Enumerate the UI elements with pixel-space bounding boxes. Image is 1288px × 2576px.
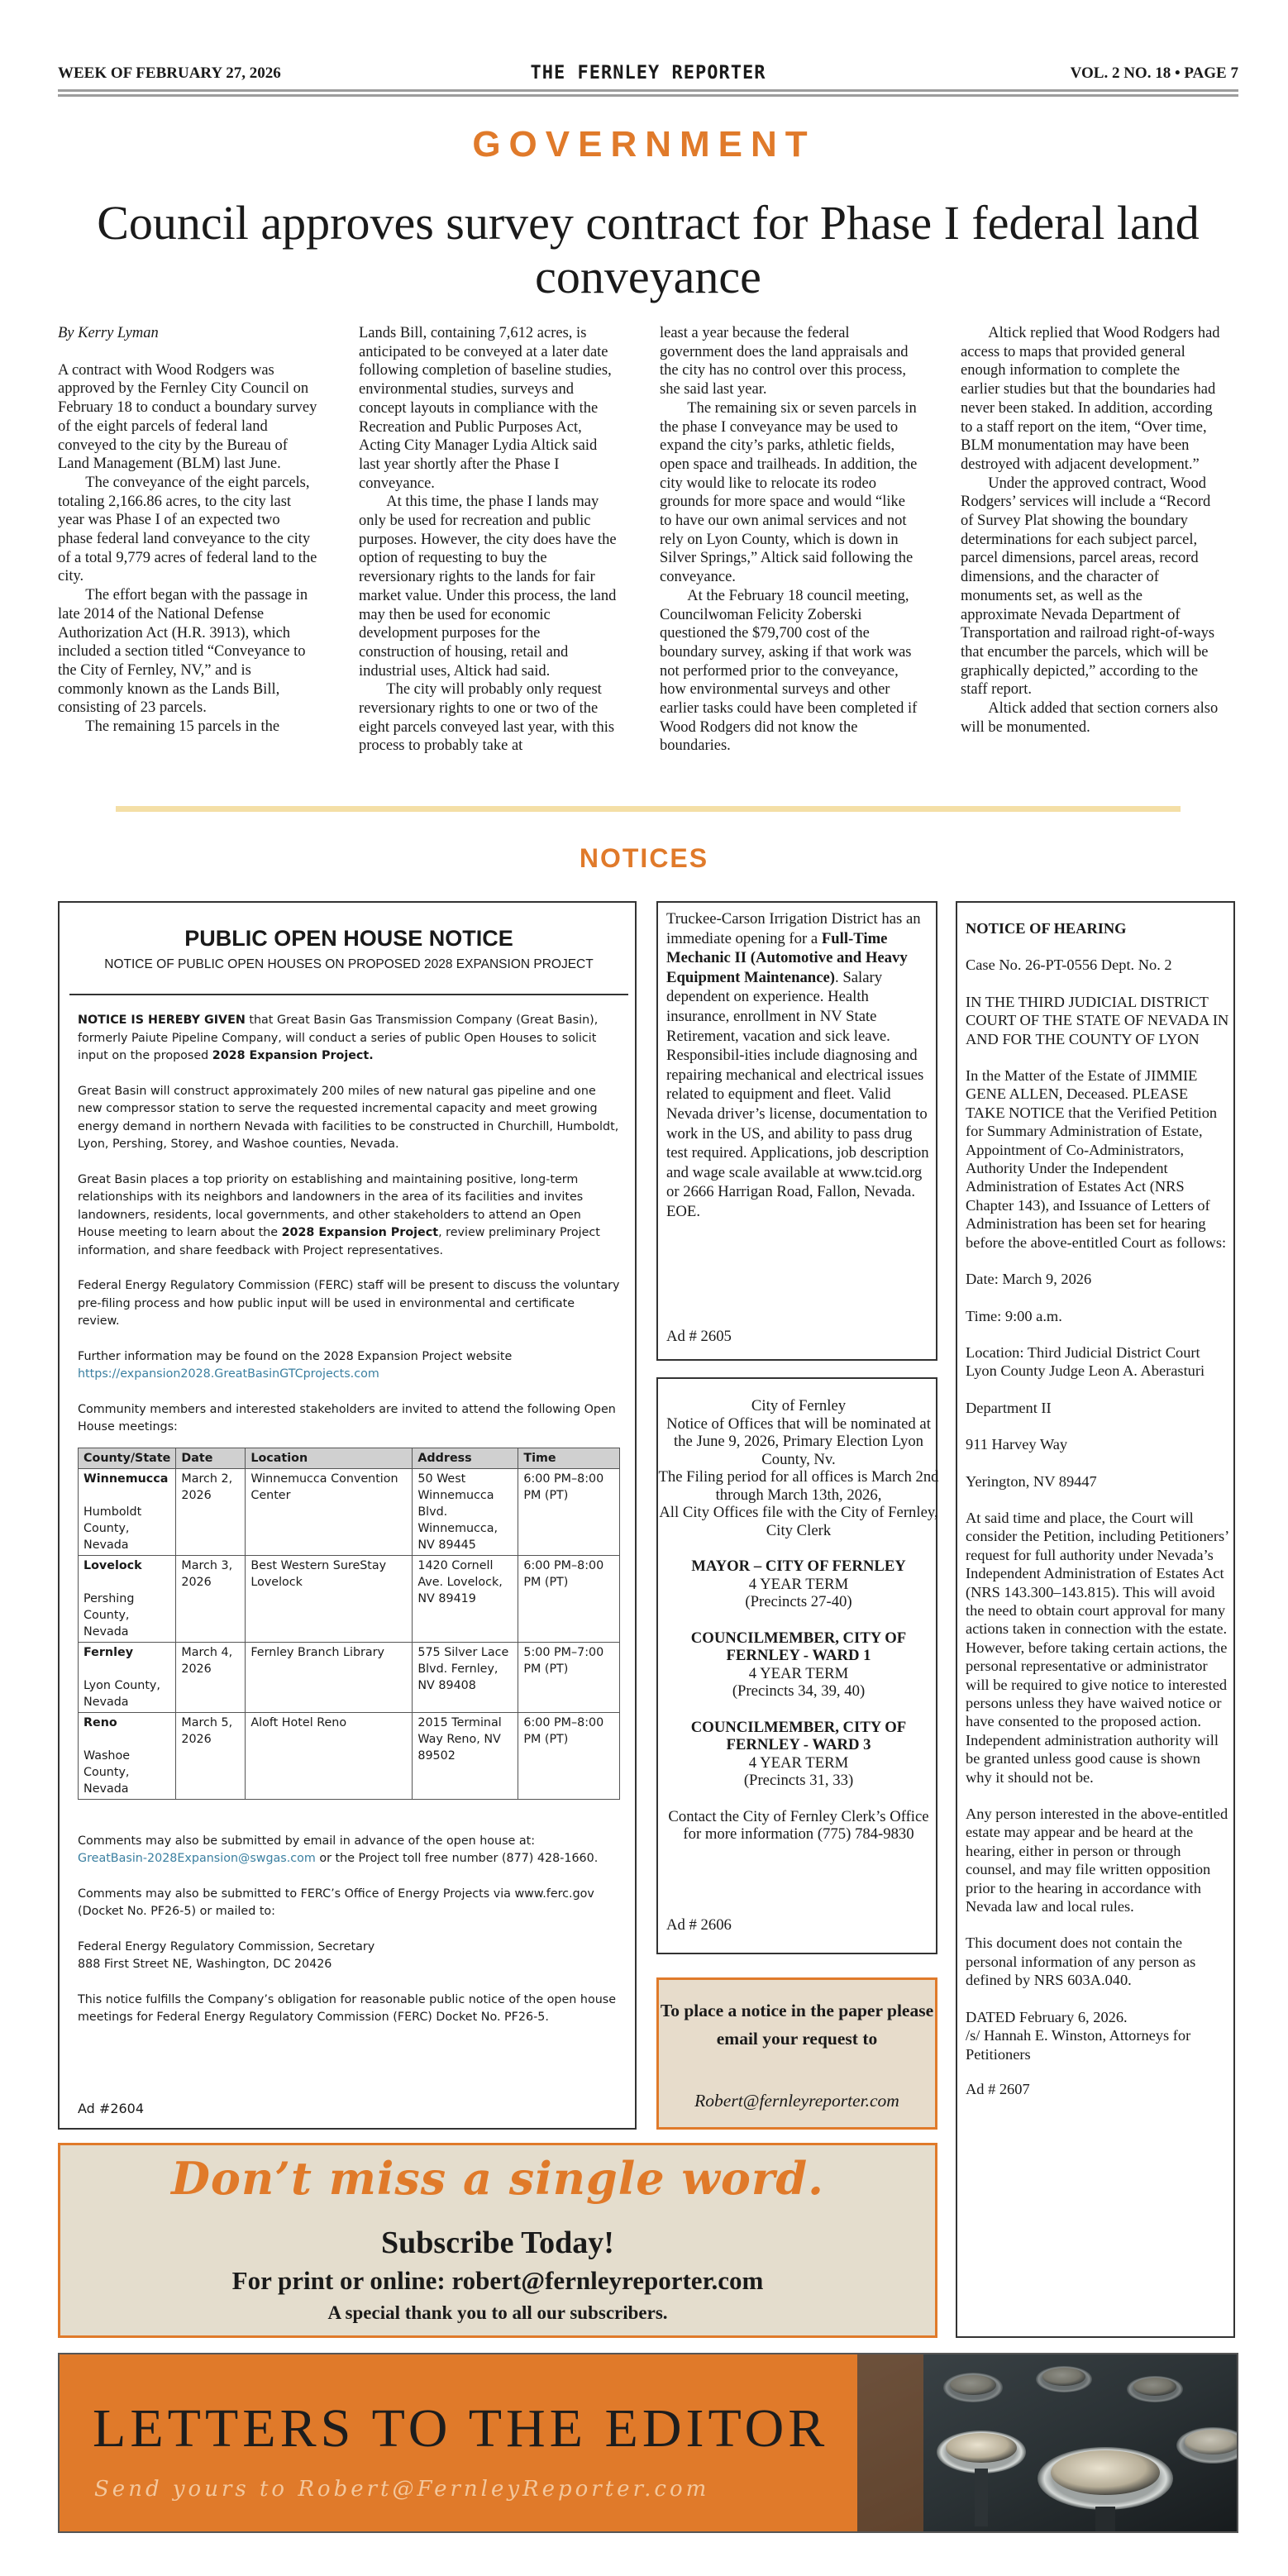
table-cell: March 2, 2026 (176, 1468, 246, 1555)
article-byline: By Kerry Lyman (58, 325, 159, 341)
table-cell: 1420 Cornell Ave. Lovelock, NV 89419 (413, 1555, 518, 1642)
meeting-city: Fernley (83, 1645, 134, 1659)
ad-number: Ad # 2606 (666, 1916, 732, 1934)
office-block (658, 1558, 939, 1611)
notice-subtitle: NOTICE OF PUBLIC OPEN HOUSES ON PROPOSED 2028 EXPANSION PROJECT (104, 957, 594, 971)
article-paragraph: The remaining 15 parcels in the (85, 718, 280, 736)
article-headline: Council approves survey contract for Phase I federal land conveyance (97, 196, 1200, 303)
meeting-city: Lovelock (83, 1558, 142, 1572)
volume-page: VOL. 2 NO. 18 • PAGE 7 (1070, 64, 1238, 82)
office-block (658, 1629, 939, 1701)
table-cell (79, 1642, 176, 1712)
court-name: IN THE THIRD JUDICIAL DISTRICT COURT OF THE STATE OF NEVADA IN AND FOR THE COUNTY OF LYON (966, 993, 1229, 1047)
table-cell: 50 West Winnemucca Blvd. Winnemucca, NV 89445 (413, 1468, 518, 1555)
hearing-title (966, 919, 1230, 937)
hearing-department: Department II (966, 1399, 1052, 1416)
notice-paragraph: Comments may also be submitted to FERC’s Office of Energy Projects via www.ferc.gov (Docket No. PF26-5) or mailed to: (78, 1887, 594, 1918)
article-paragraph: Altick replied that Wood Rodgers had access to maps that provided general enough information to complete the earlier studies but that the boundaries had never been staked. In addition, according to a staff report on the item, “Over time, BLM monumentation may have been destroyed with adjacent development.” (961, 325, 1220, 473)
masthead-rule (58, 89, 1238, 97)
article-column-3 (660, 324, 920, 756)
issue-week: WEEK OF FEBRUARY 27, 2026 (58, 64, 281, 82)
article-paragraph: At this time, the phase I lands may only be used for recreation and public purposes. However, the city does have the option of requesting to buy the reversionary rights to the lands for fair market value. Under this process, the land may then be used for economic development purposes for the construction of housing, retail and industrial uses, Altick had said. (359, 494, 617, 680)
table-header: Date (176, 1448, 246, 1468)
meeting-county: Humboldt County, Nevada (83, 1505, 142, 1552)
section-government-heading: GOVERNMENT (472, 124, 816, 165)
notice-text: . Salary dependent on experience. Health insurance, enrollment in NV State Retirement, vacation and sick leave. Responsibil-ities include diagnosing and repairing mechanical and electrical issues related to equipment and fleet. Valid Nevada driver’s license, documentation to work in the US, and ability to pass drug test required. Applications, job description and wage scale available at www.tcid.org or 2666 Harrigan Road, Fallon, Nevada. EOE. (666, 968, 929, 1220)
office-term: 4 YEAR TERM (748, 1753, 849, 1772)
subscribe-heading: Subscribe Today! (381, 2225, 614, 2260)
table-cell (79, 1468, 176, 1555)
project-website-link[interactable]: https://expansion2028.GreatBasinGTCprojects.com (78, 1367, 379, 1381)
table-cell (79, 1712, 176, 1799)
ferc-address-line: Federal Energy Regulatory Commission, Secretary (78, 1939, 375, 1953)
notice-paragraph: This notice fulfills the Company’s obligation for reasonable public notice of the open house meetings for Federal Energy Regulatory Commission (FERC) Docket No. PF26-5. (78, 1992, 616, 2024)
article-paragraph: The remaining six or seven parcels in the phase I conveyance may be used to expand the city’s parks, athletic fields, open space and trailheads. In addition, the city would like to relocate its rodeo grounds for more space and would “like to have our own animal services and not rely on Lyon County, which is down in Silver Springs,” Altick said following the conveyance. (660, 399, 918, 586)
notice-line: The Filing period for all offices is March 2nd through March 13th, 2026, (658, 1468, 939, 1504)
table-header: County/State (79, 1448, 176, 1468)
ad-number: Ad #2604 (78, 2101, 145, 2116)
notice-line: All City Offices file with the City of Fernley, City Clerk (659, 1504, 938, 1539)
table-cell: March 4, 2026 (176, 1642, 246, 1712)
article-body (58, 324, 1238, 787)
office-name: MAYOR – CITY OF FERNLEY (691, 1558, 906, 1575)
table-cell: March 3, 2026 (176, 1555, 246, 1642)
notice-text: Great Basin places a top priority on establishing and maintaining positive, long-term relationships with its neighbors and landowners in the area of its facilities and invites landowners, residents, local governments, and other stakeholders to attend an Open House meeting to learn about the (78, 1172, 584, 1239)
typewriter-photo (857, 2354, 1238, 2531)
notice-line: Notice of Offices that will be nominated at the June 9, 2026, Primary Election Lyon County, Nv. (666, 1414, 931, 1468)
office-name: COUNCILMEMBER, CITY OF FERNLEY - WARD 1 (690, 1629, 907, 1664)
notice-paragraph (78, 1348, 620, 1384)
notice-text: or the Project toll free number (877) 428-1660. (315, 1852, 599, 1865)
notice-text: Truckee-Carson Irrigation District has an immediate opening for a (666, 910, 921, 947)
notice-paragraph (78, 1171, 620, 1261)
table-cell: 6:00 PM–8:00 PM (PT) (518, 1555, 620, 1642)
job-position: Full-Time Mechanic II (Automotive and Heavy Equipment Maintenance) (666, 929, 908, 986)
section-notices-heading: NOTICES (579, 843, 709, 873)
table-header: Location (246, 1448, 413, 1468)
table-cell: Winnemucca Convention Center (246, 1468, 413, 1555)
notice-paragraph: Great Basin will construct approximately 200 miles of new natural gas pipeline and one new compressor station to serve the requested incremental capacity and meet growing energy demand in northern Nevada with facilities to be constructed in Churchill, Humboldt, Lyon, Pershing, Storey, and Washoe counties, Nevada. (78, 1084, 619, 1151)
table-header: Time (518, 1448, 620, 1468)
notice-paragraph: Any person interested in the above-entitled estate may appear and be heard at the hearing, either in person or through counsel, and may file written opposition prior to the hearing in accordance with Nevada law and local rules. (966, 1806, 1228, 1915)
notice-divider (69, 994, 628, 995)
table-cell: March 5, 2026 (176, 1712, 246, 1799)
hearing-notice (956, 901, 1235, 2338)
article-paragraph: The conveyance of the eight parcels, totaling 2,166.86 acres, to the city last year was Phase I of an expected two phase federal land conveyance to the city of a total 9,779 acres of federal land to the city. (58, 474, 317, 585)
job-notice-body (666, 909, 933, 1222)
notice-paragraph (78, 1012, 620, 1066)
table-cell: 5:00 PM–7:00 PM (PT) (518, 1642, 620, 1712)
article-paragraph: A contract with Wood Rodgers was approved by the Fernley City Council on February 18 to conduct a boundary survey of the eight parcels of federal land conveyed to the city by the Bureau of Land Management (BLM) last June. (58, 361, 317, 473)
open-house-notice (58, 901, 637, 2130)
place-notice-text: To place a notice in the paper please email your request to (660, 2001, 934, 2049)
office-block (658, 1719, 939, 1790)
article-column-2 (359, 324, 619, 756)
paper-name: THE FERNLEY REPORTER (530, 63, 766, 83)
case-number: Case No. 26-PT-0556 Dept. No. 2 (966, 956, 1172, 974)
job-opening-notice (656, 901, 937, 1361)
project-name: 2028 Expansion Project. (212, 1049, 374, 1062)
notice-title: PUBLIC OPEN HOUSE NOTICE (184, 926, 513, 951)
table-header-row (79, 1448, 620, 1468)
election-offices-notice (656, 1377, 937, 1954)
table-cell: Aloft Hotel Reno (246, 1712, 413, 1799)
meeting-city: Reno (83, 1715, 117, 1729)
hearing-notice-body (966, 919, 1230, 2098)
table-cell (79, 1555, 176, 1642)
table-cell: 6:00 PM–8:00 PM (PT) (518, 1468, 620, 1555)
article-column-4 (961, 324, 1221, 737)
meeting-county: Washoe County, Nevada (83, 1748, 131, 1796)
ad-number: Ad # 2607 (966, 2080, 1030, 2097)
place-notice-promo (656, 1977, 937, 2130)
notice-text: that Great Basin Gas Transmission Company (Great Basin), formerly Paiute Pipeline Company, will conduct a series of public Open Houses to solicit input on the proposed (78, 1014, 599, 1062)
office-term: 4 YEAR TERM (748, 1664, 849, 1682)
table-row (79, 1642, 620, 1712)
hearing-street: 911 Harvey Way (966, 1436, 1068, 1453)
notice-paragraph (78, 1939, 620, 1974)
open-house-table (78, 1448, 620, 1800)
section-divider (116, 806, 1181, 812)
hearing-city: Yerington, NV 89447 (966, 1472, 1097, 1490)
table-cell: 6:00 PM–8:00 PM (PT) (518, 1712, 620, 1799)
letters-banner (58, 2353, 1238, 2533)
notice-text: Further information may be found on the 2028 Expansion Project website (78, 1349, 513, 1363)
letters-title: LETTERS TO THE EDITOR (93, 2398, 829, 2459)
article-paragraph: Lands Bill, containing 7,612 acres, is anticipated to be conveyed at a later date following completion of baseline studies, environmental studies, surveys and concept layouts in compliance with the Recreation and Public Purposes Act, Acting City Manager Lydia Altick said last year shortly after the Phase I conveyance. (359, 325, 612, 492)
dated-line: DATED February 6, 2026. (966, 2008, 1128, 2025)
table-cell: Best Western SureStay Lovelock (246, 1555, 413, 1642)
place-notice-email[interactable]: Robert@fernleyreporter.com (694, 2091, 899, 2111)
notice-intro (658, 1397, 939, 1539)
office-precincts: (Precincts 27-40) (745, 1593, 852, 1610)
notice-lead: NOTICE IS HEREBY GIVEN (78, 1014, 246, 1027)
meeting-city: Winnemucca (83, 1472, 169, 1486)
article-paragraph: Under the approved contract, Wood Rodgers’ services will include a “Record of Survey Plat showing the boundary determinations for each subject parcel, parcel dimensions, parcel areas, record dimensions, and the character of monuments set, as well as the approximate Nevada Department of Transportation and railroad right-of-ways that encumber the parcels, which will be graphically depicted,” according to the staff report. (961, 475, 1215, 699)
subscribe-tagline: Don’t miss a single word. (171, 2152, 824, 2205)
office-term: 4 YEAR TERM (748, 1575, 849, 1593)
notice-paragraph: At said time and place, the Court will consider the Petition, including Petitioners’ request for full authority under Nevada’s Independent Administration of Estates Act (NRS 143.300–143.815). This will avoid the need to obtain court approval for many actions taken in connection with the estate. However, before taking certain actions, the personal representative or administrator will be required to give notice to interested persons unless they have waived notice or have consented to the proposed action. Independent administration authority will be granted unless good cause is shown why it should not be. (966, 1509, 1228, 1786)
comment-email-link[interactable]: GreatBasin-2028Expansion@swgas.com (78, 1852, 316, 1865)
office-precincts: (Precincts 34, 39, 40) (732, 1682, 866, 1700)
article-paragraph: least a year because the federal government does the land appraisals and the city has no control over this process, she said last year. (660, 325, 909, 398)
notice-body (78, 1012, 620, 2044)
article-paragraph: The effort began with the passage in late 2014 of the National Defense Authorization Act (H.R. 3913), which included a section titled “Conveyance to the City of Fernley, NV,” and is commonly known as the Lands Bill, consisting of 23 parcels. (58, 587, 308, 717)
letters-subtitle: Send yours to Robert@FernleyReporter.com (94, 2477, 710, 2502)
table-row (79, 1712, 620, 1799)
ferc-address-line: 888 First Street NE, Washington, DC 20426 (78, 1958, 332, 1971)
notice-text: Comments may also be submitted by email in advance of the open house at: (78, 1834, 536, 1848)
notice-paragraph: Federal Energy Regulatory Commission (FERC) staff will be present to discuss the voluntary pre-filing process and how public input will be used in environmental and certificate review. (78, 1279, 620, 1328)
table-cell: Fernley Branch Library (246, 1642, 413, 1712)
table-header: Address (413, 1448, 518, 1468)
subscribe-thanks: A special thank you to all our subscribers. (327, 2302, 668, 2323)
hearing-time: Time: 9:00 a.m. (966, 1307, 1062, 1324)
hearing-location: Location: Third Judicial District Court Lyon County Judge Leon A. Aberasturi (966, 1343, 1205, 1380)
subscribe-promo (58, 2143, 937, 2338)
notice-paragraph (78, 1833, 620, 1868)
table-cell: 575 Silver Lace Blvd. Fernley, NV 89408 (413, 1642, 518, 1712)
ad-number: Ad # 2605 (666, 1328, 732, 1345)
table-row (79, 1555, 620, 1642)
notice-paragraph: Community members and interested stakeholders are invited to attend the following Open House meetings: (78, 1402, 616, 1433)
clerk-contact: Contact the City of Fernley Clerk’s Office for more information (775) 784-9830 (668, 1807, 929, 1843)
estate-matter: In the Matter of the Estate of JIMMIE GENE ALLEN, Deceased. PLEASE TAKE NOTICE that the Verified Petition for Summary Administration of Estate, Appointment of Co-Administrators, Authority Under the Independent Administration of Estates Act (NRS Chapter 143), and Issuance of Letters of Administration has been set for hearing before the above-entitled Court as follows: (966, 1067, 1227, 1251)
notice-paragraph: This document does not contain the personal information of any person as defined by NRS 603A.040. (966, 1934, 1196, 1989)
office-name: COUNCILMEMBER, CITY OF FERNLEY - WARD 3 (690, 1718, 907, 1753)
table-row (79, 1468, 620, 1555)
subscribe-contact: For print or online: robert@fernleyreporter.com (231, 2266, 764, 2295)
project-name: 2028 Expansion Project (281, 1226, 439, 1239)
masthead (58, 63, 1238, 84)
article-paragraph: The city will probably only request reversionary rights to one or two of the eight parcels conveyed last year, with this process to probably take at (359, 681, 615, 755)
article-column-1 (58, 324, 318, 737)
hearing-title-text: NOTICE OF HEARING (966, 920, 1127, 937)
meeting-county: Pershing County, Nevada (83, 1591, 135, 1639)
meeting-county: Lyon County, Nevada (83, 1678, 160, 1709)
office-precincts: (Precincts 31, 33) (743, 1772, 854, 1789)
hearing-date: Date: March 9, 2026 (966, 1271, 1092, 1288)
election-notice-body (658, 1397, 939, 1862)
attorney-signature: /s/ Hannah E. Winston, Attorneys for Petitioners (966, 2027, 1191, 2063)
article-paragraph: Altick added that section corners also will be monumented. (961, 700, 1219, 736)
article-paragraph: At the February 18 council meeting, Councilwoman Felicity Zoberski questioned the $79,700 cost of the boundary survey, asking if that work was not performed prior to the conveyance, how environmental surveys and other earlier tasks could have been completed if Wood Rodgers did not know the boundaries. (660, 587, 918, 755)
table-cell: 2015 Terminal Way Reno, NV 89502 (413, 1712, 518, 1799)
notice-line: City of Fernley (751, 1397, 847, 1414)
notice-text: , review preliminary Project information, and share feedback with Project representatives. (78, 1226, 600, 1257)
